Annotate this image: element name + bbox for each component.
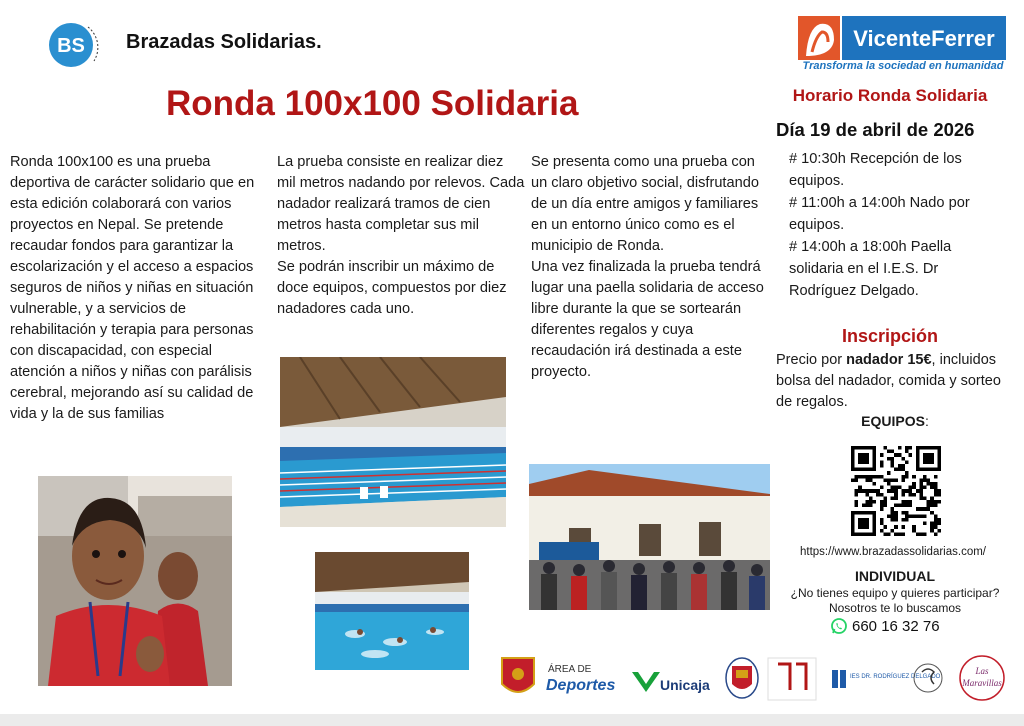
teams-label: [780, 413, 1010, 429]
individual-info: [770, 586, 1020, 616]
page-title: Ronda 100x100 Solidaria: [166, 84, 579, 123]
logo-monogram: BS: [57, 35, 85, 57]
price-prefix: Precio por: [776, 352, 847, 368]
event-date: Día 19 de abril de 2026: [776, 119, 975, 140]
area-deportes-top: ÁREA DE: [548, 664, 592, 675]
vicente-ferrer-logo: [798, 16, 1006, 60]
individual-question: ¿No tienes equipo y quieres participar?: [790, 586, 1000, 600]
whatsapp-icon: [831, 618, 847, 634]
price-text: [776, 350, 1016, 413]
club-logo-icon: [768, 658, 816, 700]
teams-colon: :: [924, 413, 929, 429]
maravillas-line-2: Maravillas: [962, 678, 1002, 688]
ies-logo-icon: [832, 670, 846, 688]
pool-photo-2: [315, 552, 469, 670]
paella-text: Una vez finalizada la prueba tendrá lugar una paella solidaria de acceso libre durante la que se sortearán diferentes regalos y cuya recaudación irá destinada a este proyecto.: [531, 259, 764, 380]
individual-label: INDIVIDUAL: [854, 568, 936, 584]
pool-photo-1: [280, 357, 506, 527]
phone-contact[interactable]: [831, 618, 940, 635]
bottom-bar: [0, 714, 1024, 726]
teams-text: Se podrán inscribir un máximo de doce equipos, compuestos por diez nadadores cada uno.: [277, 259, 507, 317]
individual-answer: Nosotros te lo buscamos: [828, 601, 962, 615]
maravillas-line-1: Las: [975, 666, 989, 676]
price-amount: nadador 15€: [846, 352, 932, 368]
social-column: [531, 152, 769, 383]
vicente-ferrer-name: VicenteFerrer: [853, 26, 995, 51]
description-text: Ronda 100x100 es una prueba deportiva de carácter solidario que en esta edición colaborará con varios proyectos en Nepal. Se pretende recaudar fondos para garantizar la escolarización y el acceso a espacios seguros de niños y niñas en situación vulnerable, y a servicios de rehabilitación y terapia para personas con discapacidad, con especial atención a niños y niñas con parálisis cerebral, mejorando así su calidad de vida y la de sus familias: [10, 154, 255, 422]
schedule-item: # 10:30h Recepción de los equipos.: [789, 151, 962, 189]
sponsors-row: [496, 650, 1016, 706]
website-link[interactable]: https://www.brazadassolidarias.com/: [800, 546, 986, 558]
brazadas-logo: [44, 15, 102, 73]
phone-number: 660 16 32 76: [852, 618, 940, 635]
unicaja-label: Unicaja: [660, 677, 710, 693]
qr-code[interactable]: [851, 446, 941, 536]
area-deportes-bottom: Deportes: [546, 677, 616, 694]
schedule-item: # 14:00h a 18:00h Paella solidaria en el I.E.S. Dr Rodríguez Delgado.: [789, 239, 952, 299]
brand-name: Brazadas Solidarias.: [126, 31, 322, 53]
inscription-title: Inscripción: [841, 326, 939, 346]
teams-label-text: EQUIPOS: [861, 413, 925, 429]
ies-label: IES DR. RODRÍGUEZ DELGADO: [850, 674, 941, 680]
event-photo: [529, 464, 770, 610]
price-suffix: , incluidos bolsa del nadador, comida y sorteo de regalos.: [776, 352, 1001, 410]
schedule-item: # 11:00h a 14:00h Nado por equipos.: [789, 195, 970, 233]
schedule-list: [789, 148, 989, 302]
ronda-crest-icon: [502, 658, 534, 692]
ayuntamiento-crest-icon: [726, 658, 758, 698]
children-photo: [38, 476, 232, 686]
schedule-title: Horario Ronda Solidaria: [792, 86, 988, 105]
unicaja-icon: [632, 672, 660, 692]
rules-text: La prueba consiste en realizar diez mil metros nadando por relevos. Cada nadador realizará tramos de cien metros hasta completar sus mil metros.: [277, 154, 525, 254]
rules-column: [277, 152, 525, 320]
social-text: Se presenta como una prueba con un claro objetivo social, disfrutando de un día entre amigos y familiares en un entorno único como es el municipio de Ronda.: [531, 154, 759, 254]
las-maravillas-logo-icon: [960, 656, 1004, 700]
description-column: [10, 152, 268, 425]
vicente-ferrer-tagline: Transforma la sociedad en humanidad: [802, 60, 1004, 72]
